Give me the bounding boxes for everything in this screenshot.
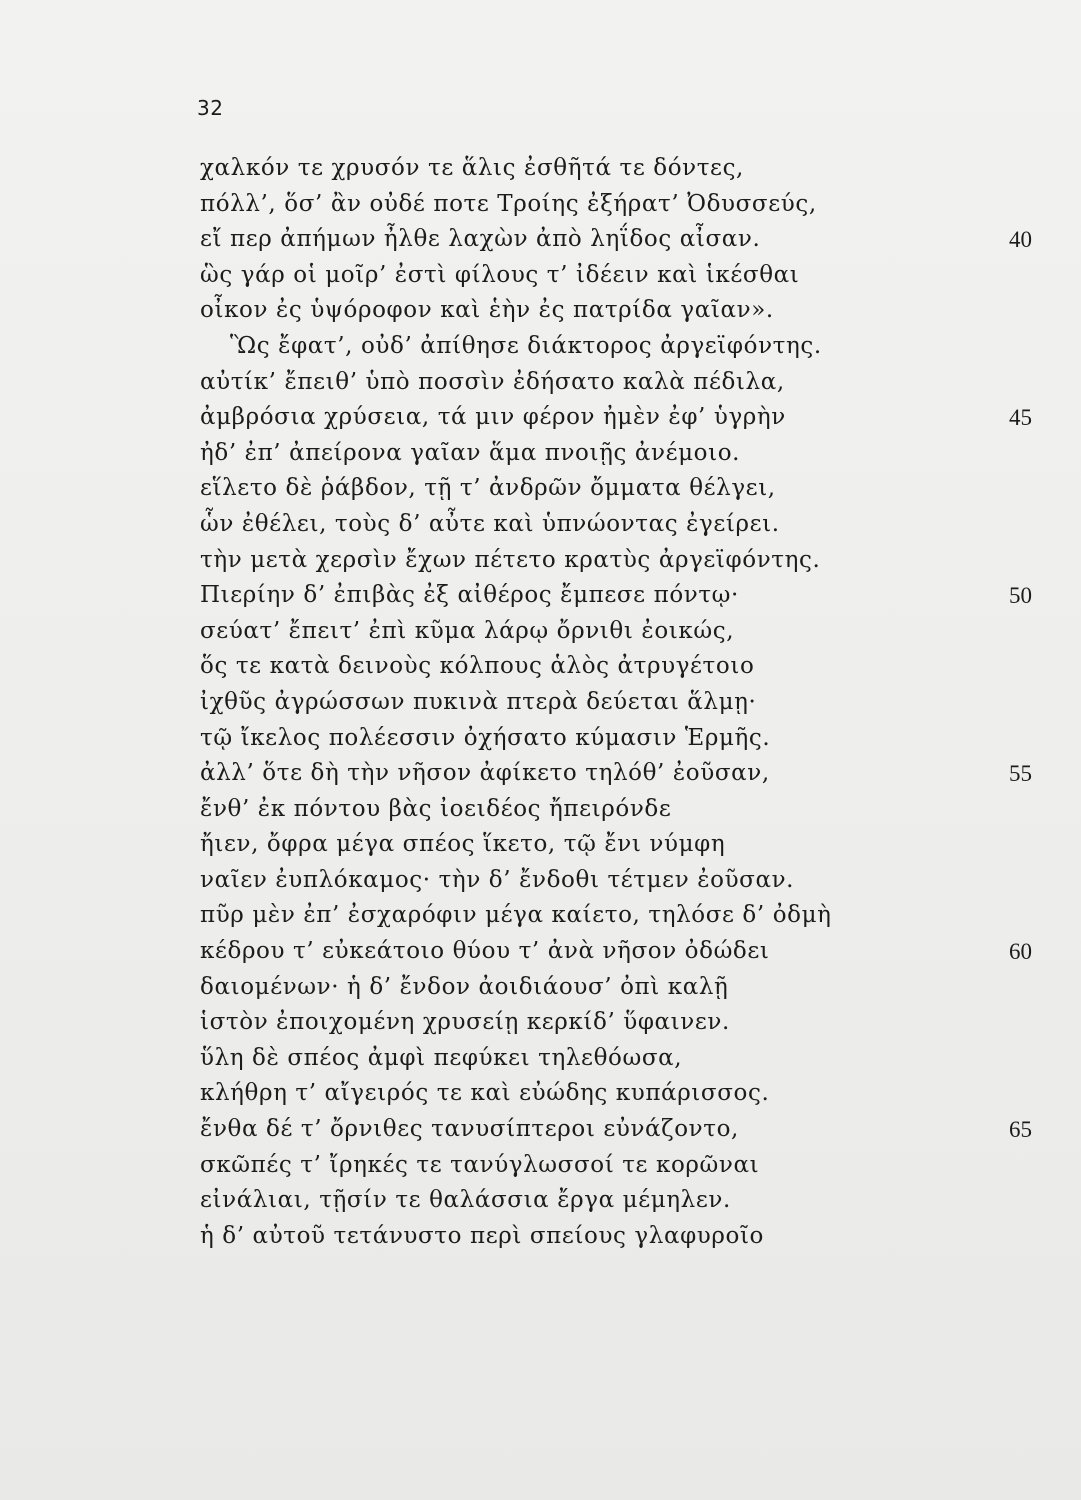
line-number: 60 (1009, 939, 1032, 965)
verse-line (200, 792, 1040, 828)
verse-line (200, 685, 1040, 721)
verse-line (200, 827, 1040, 863)
verse-text: ἱστὸν ἐποιχομένη χρυσείῃ κερκίδ’ ὕφαινεν. (200, 1009, 730, 1036)
verse-line (200, 507, 1040, 543)
verse-text: ὕλη δὲ σπέος ἀμφὶ πεφύκει τηλεθόωσα, (200, 1044, 683, 1071)
verse-line (200, 365, 1040, 401)
verse-line (200, 1112, 1040, 1148)
verse-line (200, 1005, 1040, 1041)
verse-text: τὴν μετὰ χερσὶν ἔχων πέτετο κρατὺς ἀργεϊφόντης. (200, 546, 821, 573)
verse-line (200, 1041, 1040, 1077)
verse-line (200, 471, 1040, 507)
verse-line (200, 1076, 1040, 1112)
verse-text: εἰνάλιαι, τῇσίν τε θαλάσσια ἔργα μέμηλεν. (200, 1187, 731, 1214)
verse-text: ναῖεν ἐυπλόκαμος· τὴν δ’ ἔνδοθι τέτμεν ἐοῦσαν. (200, 866, 795, 893)
verse-text: εἴ περ ἀπήμων ἦλθε λαχὼν ἀπὸ ληΐδος αἶσαν. (200, 226, 761, 253)
verse-text: ἰχθῦς ἀγρώσσων πυκινὰ πτερὰ δεύεται ἅλμῃ· (200, 688, 757, 715)
verse-line (200, 293, 1040, 329)
verse-text: οἶκον ἐς ὑψόροφον καὶ ἑὴν ἐς πατρίδα γαῖαν». (200, 297, 774, 324)
verse-text: κλήθρη τ’ αἴγειρός τε καὶ εὐώδης κυπάρισσος. (200, 1080, 770, 1107)
verse-line (200, 934, 1040, 970)
page-number: 32 (197, 96, 224, 120)
verse-line (200, 436, 1040, 472)
verse-line (200, 649, 1040, 685)
verse-line (200, 614, 1040, 650)
verse-text: κέδρου τ’ εὐκεάτοιο θύου τ’ ἀνὰ νῆσον ὀδώδει (200, 938, 770, 965)
line-number: 45 (1009, 405, 1032, 431)
verse-text: τῷ ἴκελος πολέεσσιν ὀχήσατο κύμασιν Ἑρμῆς. (200, 724, 771, 751)
verse-text: ὣς γάρ οἱ μοῖρ’ ἐστὶ φίλους τ’ ἰδέειν καὶ ἱκέσθαι (200, 261, 800, 288)
verse-text: ἠδ’ ἐπ’ ἀπείρονα γαῖαν ἅμα πνοιῇς ἀνέμοιο. (200, 439, 741, 466)
verse-line (200, 187, 1040, 223)
line-number: 65 (1009, 1117, 1032, 1143)
verse-text: ἀμβρόσια χρύσεια, τά μιν φέρον ἠμὲν ἐφ’ ὑγρὴν (200, 404, 786, 431)
verse-line (200, 1148, 1040, 1184)
line-number: 40 (1009, 227, 1032, 253)
verse-text: Πιερίην δ’ ἐπιβὰς ἐξ αἰθέρος ἔμπεσε πόντῳ· (200, 582, 739, 609)
verse-line (200, 1183, 1040, 1219)
verse-text: ἤιεν, ὄφρα μέγα σπέος ἵκετο, τῷ ἔνι νύμφη (200, 831, 726, 858)
verse-line (200, 970, 1040, 1006)
verse-line (200, 400, 1040, 436)
verse-text: εἵλετο δὲ ῥάβδον, τῇ τ’ ἀνδρῶν ὄμματα θέλγει, (200, 475, 776, 502)
verse-line (200, 151, 1040, 187)
verse-text: σεύατ’ ἔπειτ’ ἐπὶ κῦμα λάρῳ ὄρνιθι ἐοικώς, (200, 617, 735, 644)
verse-line (200, 898, 1040, 934)
verse-text: σκῶπές τ’ ἴρηκές τε τανύγλωσσοί τε κορῶναι (200, 1151, 760, 1178)
verse-line (200, 756, 1040, 792)
verse-text: δαιομένων· ἡ δ’ ἔνδον ἀοιδιάουσ’ ὀπὶ καλῇ (200, 973, 729, 1000)
line-number: 50 (1009, 583, 1032, 609)
verse-line (200, 578, 1040, 614)
verse-text: ἔνθ’ ἐκ πόντου βὰς ἰοειδέος ἤπειρόνδε (200, 795, 672, 822)
verse-text: χαλκόν τε χρυσόν τε ἅλις ἐσθῆτά τε δόντες, (200, 155, 744, 181)
verse-line (200, 543, 1040, 579)
line-number: 55 (1009, 761, 1032, 787)
verse-block (200, 151, 1040, 1254)
verse-line (200, 863, 1040, 899)
verse-line (200, 1219, 1040, 1255)
verse-line (200, 222, 1040, 258)
verse-text: ἡ δ’ αὐτοῦ τετάνυστο περὶ σπείους γλαφυροῖο (200, 1222, 765, 1249)
verse-text: αὐτίκ’ ἔπειθ’ ὑπὸ ποσσὶν ἐδήσατο καλὰ πέδιλα, (200, 368, 785, 395)
verse-text: Ὣς ἔφατ’, οὐδ’ ἀπίθησε διάκτορος ἀργεϊφόντης. (230, 332, 822, 359)
verse-line (200, 721, 1040, 757)
verse-text: ὧν ἐθέλει, τοὺς δ’ αὖτε καὶ ὑπνώοντας ἐγείρει. (200, 510, 780, 537)
verse-text: πόλλ’, ὅσ’ ἂν οὐδέ ποτε Τροίης ἐξήρατ’ Ὀδυσσεύς, (200, 190, 817, 217)
verse-line (200, 329, 1040, 365)
verse-text: ὅς τε κατὰ δεινοὺς κόλπους ἁλὸς ἀτρυγέτοιο (200, 653, 755, 680)
verse-line (200, 258, 1040, 294)
verse-text: πῦρ μὲν ἐπ’ ἐσχαρόφιν μέγα καίετο, τηλόσε δ’ ὀδμὴ (200, 902, 832, 929)
verse-text: ἔνθα δέ τ’ ὄρνιθες τανυσίπτεροι εὐνάζοντο, (200, 1116, 739, 1143)
verse-text: ἀλλ’ ὅτε δὴ τὴν νῆσον ἀφίκετο τηλόθ’ ἐοῦσαν, (200, 760, 770, 787)
